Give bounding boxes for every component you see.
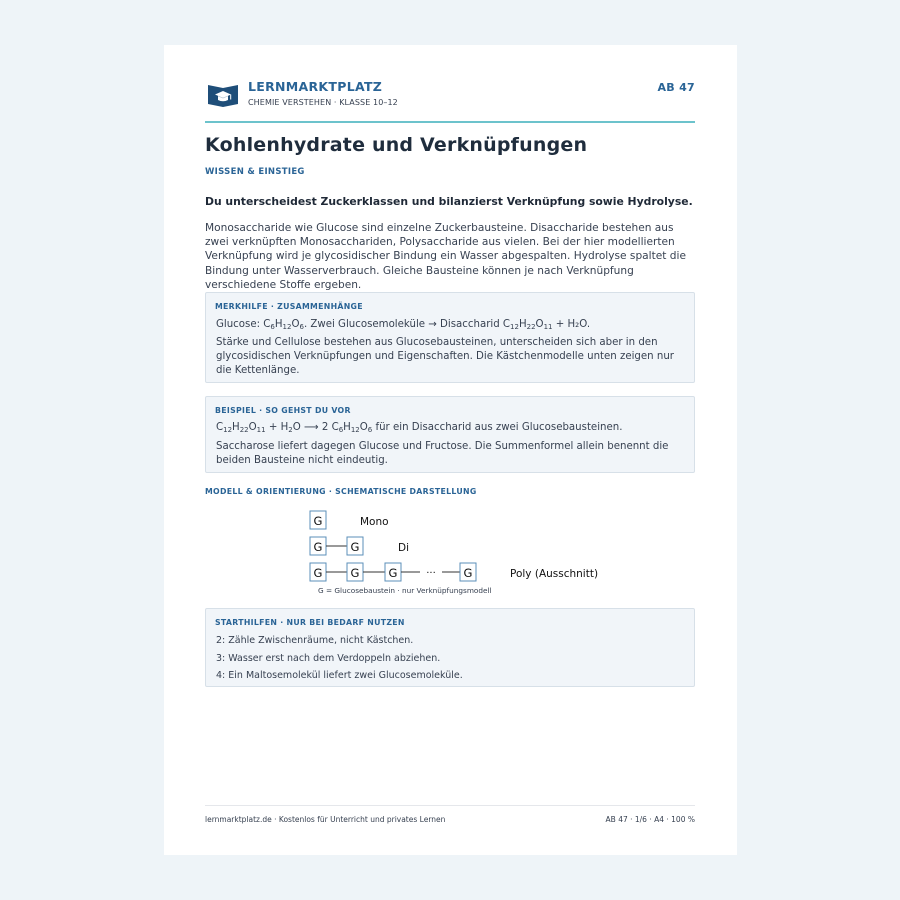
poly-unit-2-label: G: [350, 566, 360, 580]
poly-label: Poly (Ausschnitt): [510, 568, 599, 580]
beispiel-equation: $C_{12}H_{22}O_{11} + H_2O$ ⟶ 2 $C_6H_{12}O_6$ für ein Disaccharid aus zwei Glucosebausteinen.: [216, 422, 623, 434]
brand-name: LERNMARKTPLATZ: [248, 79, 383, 94]
poly-unit-1-label: G: [313, 566, 323, 580]
worksheet-page: [164, 45, 737, 855]
brand-subtitle: CHEMIE VERSTEHEN · KLASSE 10–12: [248, 98, 398, 107]
merkhilfe-formula: Glucose: $C_6H_{12}O_6$. Zwei Glucosemoleküle → Disaccharid $C_{12}H_{22}O_{11} + H_2O$.: [216, 319, 591, 331]
beispiel-tag: BEISPIEL · SO GEHST DU VOR: [215, 406, 351, 415]
beispiel-text: Saccharose liefert dagegen Glucose und Fructose. Die Summenformel allein benennt die beiden Bausteine nicht eindeutig.: [216, 441, 669, 466]
hint-item: 4: Ein Maltosemolekül liefert zwei Glucosemoleküle.: [216, 670, 463, 681]
hint-item: 2: Zähle Zwischenräume, nicht Kästchen.: [216, 635, 414, 646]
merkhilfe-text: Stärke und Cellulose bestehen aus Glucosebausteinen, unterscheiden sich aber in den glycosidischen Verknüpfungen und Eigenschaften. Die Kästchenmodelle unten zeigen nur die Kettenlänge.: [216, 337, 674, 376]
beispiel-box: [205, 396, 695, 473]
merkhilfe-tag: MERKHILFE · ZUSAMMENHÄNGE: [215, 302, 363, 311]
poly-ellipsis: ···: [426, 568, 436, 579]
mono-label: Mono: [360, 516, 389, 528]
hint-item: 3: Wasser erst nach dem Verdoppeln abziehen.: [216, 653, 441, 664]
beispiel-equation-suffix: für ein Disaccharid aus zwei Glucosebausteinen.: [375, 422, 623, 433]
poly-unit-n-label: G: [463, 566, 473, 580]
starthilfen-tag: STARTHILFEN · NUR BEI BEDARF NUTZEN: [215, 618, 405, 627]
footer-left: lernmarktplatz.de · Kostenlos für Unterricht und privates Lernen: [205, 815, 446, 824]
page-title: Kohlenhydrate und Verknüpfungen: [205, 134, 588, 156]
section-tag: WISSEN & EINSTIEG: [205, 167, 305, 177]
lead-sentence: Du unterscheidest Zuckerklassen und bilanzierst Verknüpfung sowie Hydrolyse.: [205, 195, 693, 208]
starthilfen-box: [205, 608, 695, 687]
poly-unit-3-label: G: [388, 566, 398, 580]
di-unit-1-label: G: [313, 540, 323, 554]
sheet-code: AB 47: [657, 81, 695, 94]
glucose-chain-model: [304, 507, 624, 602]
model-caption: G = Glucosebaustein · nur Verknüpfungsmodell: [318, 586, 492, 595]
mono-unit-label: G: [313, 514, 323, 528]
header: [205, 78, 695, 122]
model-tag: MODELL & ORIENTIERUNG · SCHEMATISCHE DARSTELLUNG: [205, 487, 477, 496]
di-unit-2-label: G: [350, 540, 360, 554]
book-mortarboard-logo: [207, 82, 239, 108]
footer-divider: [205, 805, 695, 806]
merkhilfe-box: [205, 292, 695, 383]
di-label: Di: [398, 542, 410, 554]
intro-paragraph: Monosaccharide wie Glucose sind einzelne Zuckerbausteine. Disaccharide bestehen aus zwei verknüpften Monosacchariden, Polysaccharide aus vielen. Bei der hier modellierten Verknüpfung wird je glycosidischer Bindung ein Wasser abgespalten. Hydrolyse spaltet die Bindung unter Wasserverbrauch. Gleiche Bausteine können je nach Verknüpfung verschiedene Stoffe ergeben.: [205, 222, 686, 291]
footer-right: AB 47 · 1/6 · A4 · 100 %: [605, 815, 695, 824]
header-divider: [205, 121, 695, 123]
